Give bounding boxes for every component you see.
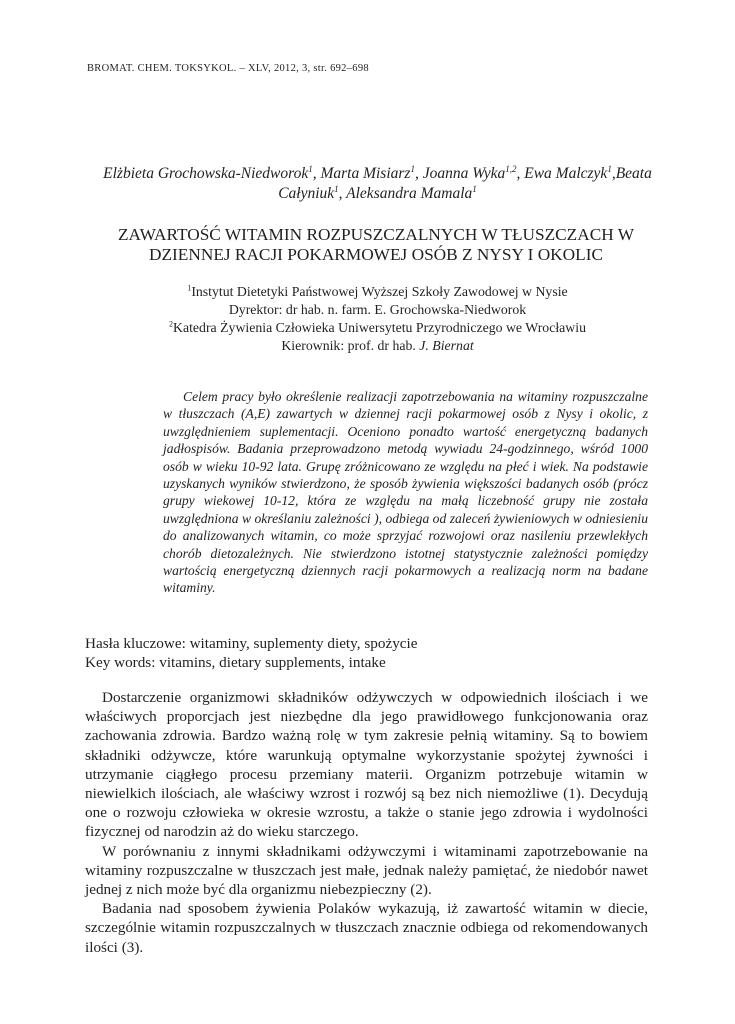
paragraph: Dostarczenie organizmowi składników odżywczych w odpowiednich ilościach i we właściwych proporcjach jest niezbędne dla jego prawidłowego funkcjonowania oraz zachowania zdrowia. Bardzo ważną rolę w tym zakresie pełnią witaminy. Są to bowiem składniki odżywcze, które warunkują optymalne wykorzystanie spożytej żywności i utrzymanie ciągłego procesu przemiany materii. Organizm potrzebuje witamin w niewielkich ilościach, ale właściwy wzrost i rozwój są bez nich niemożliwe (1). Decydują one o rozwoju człowieka w okresie wzrostu, a także o stanie jego zdrowia i wydolności fizycznej od narodzin aż do wieku starczego. <box>85 689 648 841</box>
director-1: Dyrektor: dr hab. n. farm. E. Grochowska-Niedworok <box>228 302 527 317</box>
keywords-polish: Hasła kluczowe: witaminy, suplementy diety, spożycie <box>85 635 418 652</box>
affiliation-1: $^1$Instytut Dietetyki Państwowej Wyższej Szkoły Zawodowej w Nysie <box>187 283 568 299</box>
keywords <box>85 634 418 672</box>
title-line-2: DZIENNEJ RACJI POKARMOWEJ OSÓB Z NYSY I OKOLIC <box>149 245 603 264</box>
running-head: BROMAT. CHEM. TOKSYKOL. – XLV, 2012, 3, str. 692–698 <box>87 63 369 74</box>
abstract: Celem pracy było określenie realizacji zapotrzebowania na witaminy rozpuszczalne w tłuszczach (A,E) zawartych w dziennej racji pokarmowej osób z Nysy i okolic, z uwzględnieniem suplementacji. Oceniono ponadto wartość energetyczną badanych jadłospisów. Badania przeprowadzono metodą wywiadu 24-godzinnego, wśród 1000 osób w wieku 10-92 lata. Grupę zróżnicowano ze względu na płeć i wiek. Na podstawie uzyskanych wyników stwierdzono, że sposób żywienia większości badanych osób (prócz grupy wiekowej 10-12, która ze względu na małą liczebność grupy nie została uwzględniona w określaniu zależności ), odbiega od zaleceń żywieniowych w odniesieniu do analizowanych witamin, co może sprzyjać rozwojowi oraz nasileniu przewlekłych chorób dietozależnych. Nie stwierdzono istotnej statystycznie zależności pomiędzy wartością energetyczną dziennych racji pokarmowych a realizacją norm na badane witaminy. <box>163 389 648 596</box>
director-2: Kierownik: prof. dr hab. J. Biernat <box>281 338 474 353</box>
paragraph: Badania nad sposobem żywienia Polaków wykazują, iż zawartość witamin w diecie, szczególnie witamin rozpuszczalnych w tłuszczach znacznie odbiega od rekomendowanych ilości (3). <box>85 900 648 956</box>
author: Elżbieta Grochowska-Niedworok$^1$, <box>103 163 321 182</box>
author: Marta Misiarz$^1$, <box>320 163 423 182</box>
author: Beata Całyniuk$^1$, <box>278 165 652 202</box>
keywords-english: Key words: vitamins, dietary supplements, intake <box>85 654 386 671</box>
affiliations <box>100 283 655 355</box>
author-list <box>100 164 655 204</box>
affiliation-2: $^2$Katedra Żywienia Człowieka Uniwersytetu Przyrodniczego we Wrocławiu <box>169 319 586 335</box>
body-text <box>85 688 648 957</box>
author: Ewa Malczyk$^1$, <box>524 163 616 182</box>
author: Aleksandra Mamala$^1$ <box>346 183 477 202</box>
paragraph: W porównaniu z innymi składnikami odżywczymi i witaminami zapotrzebowanie na witaminy rozpuszczalne w tłuszczach jest małe, jednak należy pamiętać, że niedobór nawet jednej z nich może być dla organizmu niebezpieczny (2). <box>85 842 648 899</box>
title-line-1: ZAWARTOŚĆ WITAMIN ROZPUSZCZALNYCH W TŁUSZCZACH W <box>117 225 635 244</box>
paper-title <box>92 225 660 265</box>
author: Joanna Wyka$^{1,2}$, <box>422 163 525 182</box>
